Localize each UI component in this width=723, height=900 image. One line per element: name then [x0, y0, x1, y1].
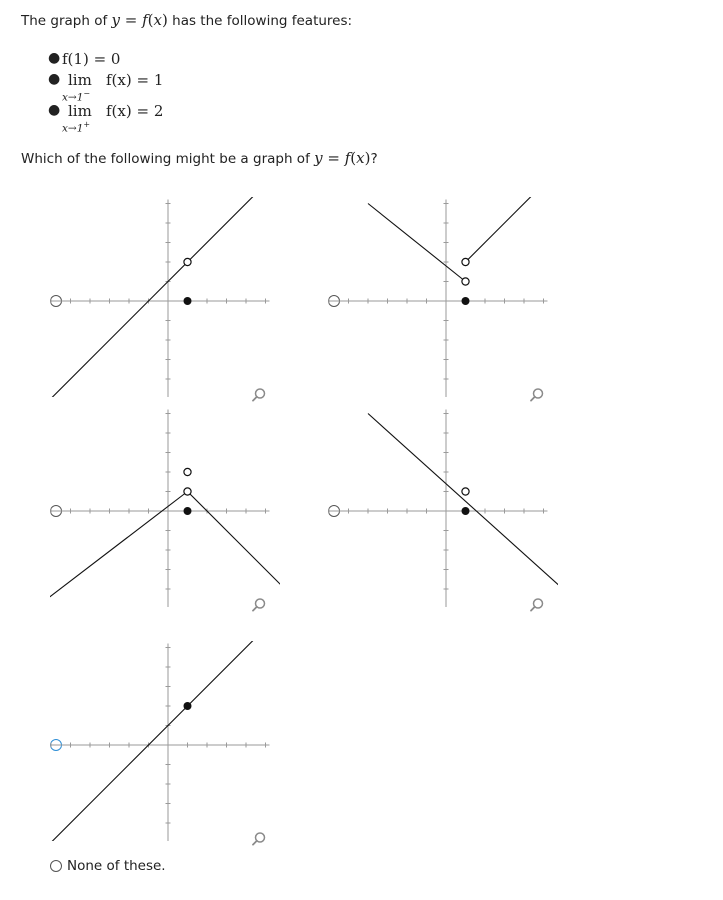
- graph-line: [50, 197, 266, 397]
- radio-button-none[interactable]: [50, 860, 62, 872]
- magnifier-icon: [529, 387, 545, 403]
- magnifier-icon[interactable]: [529, 597, 545, 613]
- limit-operator: lim: [68, 102, 92, 120]
- graph-line: [368, 204, 466, 282]
- open-point: [184, 488, 191, 495]
- graph-c: [50, 407, 280, 607]
- open-point: [184, 258, 191, 265]
- graph-line: [466, 197, 534, 262]
- magnifier-icon[interactable]: [251, 831, 267, 847]
- magnifier-icon[interactable]: [529, 387, 545, 403]
- graph-line: [188, 492, 281, 590]
- magnifier-icon: [251, 597, 267, 613]
- graph-line: [50, 641, 266, 841]
- magnifier-icon[interactable]: [251, 597, 267, 613]
- closed-point: [184, 297, 192, 305]
- graph-b: [328, 197, 558, 397]
- choice-c[interactable]: [50, 407, 328, 617]
- magnifier-icon: [251, 831, 267, 847]
- question-text: Which of the following might be a graph of y = f(x)?: [21, 149, 378, 167]
- open-point: [462, 258, 469, 265]
- graph-line: [368, 414, 558, 590]
- magnifier-icon[interactable]: [251, 387, 267, 403]
- closed-point: [184, 702, 192, 710]
- choice-a[interactable]: [50, 197, 328, 407]
- closed-point: [462, 297, 470, 305]
- problem-intro: The graph of y = f(x) has the following features:: [21, 11, 353, 29]
- open-point: [462, 278, 469, 285]
- bullet-icon: ●: [48, 71, 61, 87]
- magnifier-icon: [529, 597, 545, 613]
- choice-d[interactable]: [328, 407, 606, 617]
- closed-point: [462, 507, 470, 515]
- limit-operator: lim: [68, 71, 92, 89]
- graph-a: [50, 197, 280, 397]
- bullet-icon: ●: [48, 50, 61, 66]
- magnifier-icon: [251, 387, 267, 403]
- choice-e[interactable]: [50, 641, 328, 851]
- intro-equation: y = f(x): [111, 11, 168, 29]
- bullet-icon: ●: [48, 102, 61, 118]
- limit-subscript: x→1−: [62, 89, 91, 104]
- open-point: [184, 468, 191, 475]
- limit-subscript: x→1+: [62, 120, 91, 135]
- question-equation: y = f(x): [314, 149, 371, 167]
- closed-point: [184, 507, 192, 515]
- graph-e: [50, 641, 280, 841]
- open-point: [462, 488, 469, 495]
- graph-d: [328, 407, 558, 607]
- choice-b[interactable]: [328, 197, 606, 407]
